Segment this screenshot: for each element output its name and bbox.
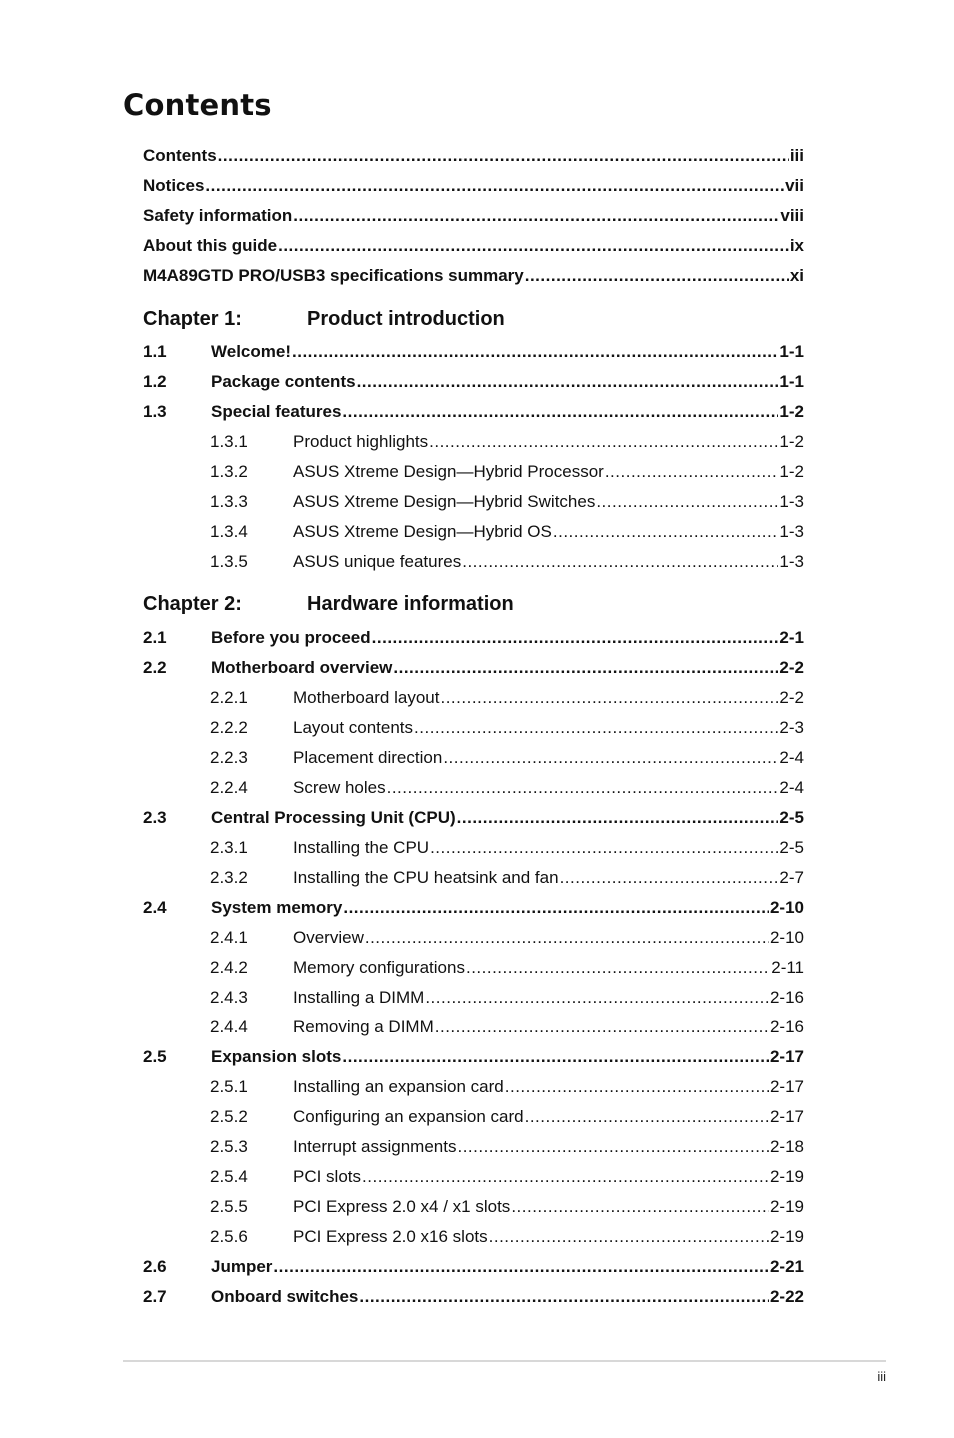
leader-dots (205, 174, 784, 198)
toc-entry-page: 2-19 (769, 1167, 804, 1186)
toc-entry-page: 1-2 (779, 432, 804, 451)
toc-entry-number: 1.3.2 (210, 462, 248, 481)
toc-entry-title: M4A89GTD PRO/USB3 specifications summary (143, 266, 524, 285)
toc-entry-title: PCI slots (293, 1167, 362, 1186)
toc-entry-title: Notices (143, 176, 205, 195)
toc-entry-page: 2-10 (769, 928, 804, 947)
leader-dots (457, 806, 779, 830)
toc-subentry[interactable] (210, 1015, 804, 1039)
toc-subentry[interactable] (210, 520, 804, 544)
toc-entry-page: 2-19 (769, 1197, 804, 1216)
leader-dots (462, 550, 778, 574)
leader-dots (342, 400, 778, 424)
toc-subentry[interactable] (210, 490, 804, 514)
toc-entry-title: Overview (293, 928, 364, 947)
toc-entry-number: 2.3.1 (210, 838, 248, 857)
leader-dots (457, 1135, 769, 1159)
toc-entry-page: vii (785, 176, 804, 195)
toc-subentry[interactable] (210, 430, 804, 454)
toc-subentry[interactable] (210, 1165, 804, 1189)
toc-entry-title: Product highlights (293, 432, 429, 451)
toc-entry-number: 2.5.1 (210, 1077, 248, 1096)
toc-entry[interactable] (143, 340, 804, 364)
toc-entry-title: Removing a DIMM (293, 1017, 434, 1036)
leader-dots (342, 1045, 769, 1069)
toc-entry-number: 2.2.4 (210, 778, 248, 797)
toc-entry-page: 2-4 (779, 778, 804, 797)
footer-page-number: iii (877, 1369, 886, 1384)
toc-entry-title: Motherboard layout (293, 688, 440, 707)
chapter-2-heading[interactable] (143, 593, 514, 621)
toc-entry[interactable] (143, 626, 804, 650)
toc-entry-page: 2-2 (779, 658, 804, 677)
toc-entry-page: 2-22 (769, 1287, 804, 1306)
toc-entry[interactable] (143, 1045, 804, 1069)
toc-entry-page: 2-5 (779, 838, 804, 857)
chapter-name: Hardware information (307, 593, 514, 615)
toc-subentry[interactable] (210, 1105, 804, 1129)
toc-entry-title: Configuring an expansion card (293, 1107, 524, 1126)
leader-dots (511, 1195, 769, 1219)
toc-entry-number: 1.3.5 (210, 552, 248, 571)
toc-subentry[interactable] (210, 686, 804, 710)
chapter-1-heading[interactable] (143, 308, 505, 336)
toc-entry-title: Memory configurations (293, 958, 465, 977)
leader-dots (525, 1105, 769, 1129)
toc-entry-contents[interactable] (143, 144, 804, 168)
toc-entry-page: 1-2 (779, 462, 804, 481)
toc-entry-title: Expansion slots (211, 1047, 342, 1066)
toc-entry-title: Screw holes (293, 778, 386, 797)
leader-dots (605, 460, 779, 484)
leader-dots (489, 1225, 769, 1249)
toc-entry-page: 2-21 (769, 1257, 804, 1276)
toc-entry-title: ASUS Xtreme Design—Hybrid Switches (293, 492, 596, 511)
toc-entry-title: Motherboard overview (211, 658, 393, 677)
toc-entry-page: 2-4 (779, 748, 804, 767)
leader-dots (440, 686, 778, 710)
toc-entry-number: 2.5.3 (210, 1137, 248, 1156)
toc-entry-number: 2.2.1 (210, 688, 248, 707)
toc-subentry[interactable] (210, 866, 804, 890)
toc-entry-page: 1-3 (779, 492, 804, 511)
toc-entry-title: Jumper (211, 1257, 273, 1276)
toc-entry-title: Onboard switches (211, 1287, 359, 1306)
toc-entry-number: 2.4.4 (210, 1017, 248, 1036)
toc-entry-title: Contents (143, 146, 217, 165)
toc-subentry[interactable] (210, 550, 804, 574)
toc-entry-title: ASUS Xtreme Design—Hybrid OS (293, 522, 552, 541)
leader-dots (357, 370, 779, 394)
toc-entry[interactable] (143, 1285, 804, 1309)
toc-subentry[interactable] (210, 776, 804, 800)
chapter-name: Product introduction (307, 308, 505, 330)
toc-subentry[interactable] (210, 1135, 804, 1159)
toc-entry-title: Installing the CPU heatsink and fan (293, 868, 559, 887)
footer-divider (123, 1360, 886, 1362)
toc-entry[interactable] (143, 400, 804, 424)
toc-entry-number: 2.2.3 (210, 748, 248, 767)
leader-dots (273, 1255, 769, 1279)
toc-entry-page: 2-17 (769, 1077, 804, 1096)
toc-entry-page: 1-2 (779, 402, 804, 421)
toc-entry-number: 2.3 (143, 808, 167, 827)
toc-entry-number: 2.4.2 (210, 958, 248, 977)
chapter-label: Chapter 2: (143, 593, 242, 615)
toc-entry-number: 1.3.4 (210, 522, 248, 541)
toc-subentry[interactable] (210, 986, 804, 1010)
toc-entry-title: About this guide (143, 236, 278, 255)
leader-dots (393, 656, 778, 680)
toc-entry-title: Layout contents (293, 718, 414, 737)
toc-subentry[interactable] (210, 956, 804, 980)
toc-entry-title: Safety information (143, 206, 293, 225)
leader-dots (359, 1285, 769, 1309)
toc-entry-title: Special features (211, 402, 342, 421)
toc-entry-number: 2.2.2 (210, 718, 248, 737)
toc-entry-page: 2-18 (769, 1137, 804, 1156)
leader-dots (429, 430, 778, 454)
leader-dots (430, 836, 778, 860)
leader-dots (466, 956, 770, 980)
toc-entry-page: 1-3 (779, 522, 804, 541)
toc-entry-page: 2-10 (769, 898, 804, 917)
toc-entry-page: 1-3 (779, 552, 804, 571)
toc-subentry[interactable] (210, 926, 804, 950)
toc-entry-specifications-summary[interactable] (143, 264, 804, 288)
toc-entry-title: Installing the CPU (293, 838, 430, 857)
toc-entry[interactable] (143, 656, 804, 680)
toc-entry-number: 2.4.1 (210, 928, 248, 947)
toc-subentry[interactable] (210, 1225, 804, 1249)
toc-entry-number: 1.2 (143, 372, 167, 391)
toc-entry-number: 2.5.5 (210, 1197, 248, 1216)
toc-subentry[interactable] (210, 746, 804, 770)
toc-entry-page: 2-17 (769, 1047, 804, 1066)
toc-entry-number: 1.3 (143, 402, 167, 421)
toc-entry-page: 2-16 (769, 1017, 804, 1036)
toc-entry-number: 2.6 (143, 1257, 167, 1276)
toc-entry-page: ix (789, 236, 804, 255)
leader-dots (560, 866, 779, 890)
toc-entry[interactable] (143, 896, 804, 920)
leader-dots (362, 1165, 769, 1189)
toc-subentry[interactable] (210, 1075, 804, 1099)
leader-dots (293, 204, 779, 228)
toc-entry-number: 2.4.3 (210, 988, 248, 1007)
toc-entry-number: 2.3.2 (210, 868, 248, 887)
leader-dots (292, 340, 778, 364)
toc-entry-page: xi (789, 266, 804, 285)
toc-entry-title: ASUS Xtreme Design—Hybrid Processor (293, 462, 604, 481)
toc-entry-page: 1-1 (779, 372, 804, 391)
toc-entry-number: 2.4 (143, 898, 167, 917)
leader-dots (372, 626, 779, 650)
toc-entry-title: Welcome! (211, 342, 291, 361)
toc-entry-number: 2.5.2 (210, 1107, 248, 1126)
toc-subentry[interactable] (210, 716, 804, 740)
toc-subentry[interactable] (210, 836, 804, 860)
toc-entry-number: 1.1 (143, 342, 167, 361)
toc-entry-title: Before you proceed (211, 628, 371, 647)
leader-dots (505, 1075, 769, 1099)
toc-entry-number: 2.5.6 (210, 1227, 248, 1246)
toc-entry-about-this-guide[interactable] (143, 234, 804, 258)
leader-dots (218, 144, 789, 168)
toc-entry-number: 1.3.1 (210, 432, 248, 451)
leader-dots (525, 264, 789, 288)
toc-entry-page: 2-19 (769, 1227, 804, 1246)
leader-dots (435, 1015, 769, 1039)
toc-entry-number: 1.3.3 (210, 492, 248, 511)
toc-entry-page: 2-7 (779, 868, 804, 887)
toc-entry-page: 2-3 (779, 718, 804, 737)
toc-entry-title: System memory (211, 898, 343, 917)
toc-entry-safety-information[interactable] (143, 204, 804, 228)
toc-entry-number: 2.5 (143, 1047, 167, 1066)
leader-dots (365, 926, 769, 950)
toc-subentry[interactable] (210, 1195, 804, 1219)
toc-entry-page: 2-17 (769, 1107, 804, 1126)
toc-entry-title: Installing an expansion card (293, 1077, 504, 1096)
toc-entry-number: 2.2 (143, 658, 167, 677)
toc-entry-title: Installing a DIMM (293, 988, 425, 1007)
toc-entry[interactable] (143, 1255, 804, 1279)
toc-entry-title: ASUS unique features (293, 552, 462, 571)
toc-entry-title: Package contents (211, 372, 356, 391)
toc-entry-page: 1-1 (779, 342, 804, 361)
toc-subentry[interactable] (210, 460, 804, 484)
leader-dots (596, 490, 778, 514)
toc-entry-title: Central Processing Unit (CPU) (211, 808, 456, 827)
toc-entry-page: 2-5 (779, 808, 804, 827)
toc-entry-title: PCI Express 2.0 x16 slots (293, 1227, 488, 1246)
toc-entry[interactable] (143, 370, 804, 394)
toc-entry-page: iii (789, 146, 804, 165)
toc-entry-number: 2.1 (143, 628, 167, 647)
toc-entry-number: 2.5.4 (210, 1167, 248, 1186)
page-title: Contents (123, 88, 272, 122)
toc-entry[interactable] (143, 806, 804, 830)
leader-dots (414, 716, 778, 740)
leader-dots (343, 896, 769, 920)
toc-entry-page: viii (780, 206, 804, 225)
toc-entry-page: 2-1 (779, 628, 804, 647)
leader-dots (425, 986, 769, 1010)
toc-entry-title: PCI Express 2.0 x4 / x1 slots (293, 1197, 511, 1216)
toc-entry-number: 2.7 (143, 1287, 167, 1306)
leader-dots (387, 776, 779, 800)
toc-entry-page: 2-2 (779, 688, 804, 707)
toc-entry-notices[interactable] (143, 174, 804, 198)
toc-entry-page: 2-16 (769, 988, 804, 1007)
toc-entry-title: Interrupt assignments (293, 1137, 457, 1156)
leader-dots (553, 520, 779, 544)
toc-entry-title: Placement direction (293, 748, 443, 767)
leader-dots (278, 234, 789, 258)
chapter-label: Chapter 1: (143, 308, 242, 330)
leader-dots (443, 746, 778, 770)
toc-entry-page: 2-11 (771, 958, 804, 977)
